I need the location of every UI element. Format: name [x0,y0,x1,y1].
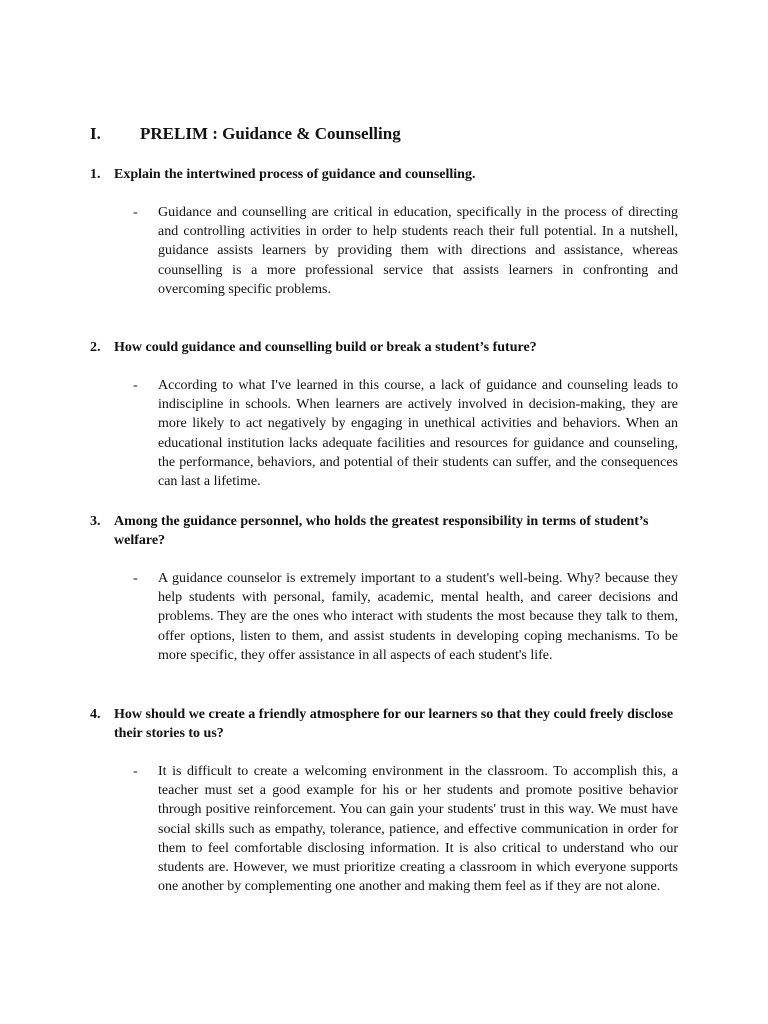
answer-text: A guidance counselor is extremely important to a student's well-being. Why? because they help students with personal, family, academic, mental health, and career decisions and problems. They are the ones who interact with students the most because they talk to them, offer options, listen to them, and assist students in developing coping mechanisms. To be more specific, they offer assistance in all aspects of each student's life. [158,571,678,663]
answer-text: According to what I've learned in this course, a lack of guidance and counseling leads to indiscipline in schools. When learners are actively involved in decision-making, they are more likely to act negatively by engaging in unethical activities and behaviors. When an educational institution lacks adequate facilities and resources for guidance and counseling, the performance, behaviors, and potential of their students can suffer, and the consequences can last a lifetime. [158,378,678,490]
section-heading [90,124,401,144]
question-3 [90,512,680,551]
answer-4 [133,762,678,896]
section-number: I. [90,124,101,143]
question-2 [90,338,680,357]
question-number: 1. [90,167,101,182]
bullet-dash: - [133,378,138,393]
question-4 [90,705,680,744]
question-number: 2. [90,340,101,355]
question-number: 3. [90,514,101,529]
answer-2 [133,376,678,491]
bullet-dash: - [133,571,138,586]
question-text: Explain the intertwined process of guidance and counselling. [114,167,476,182]
question-text: How should we create a friendly atmosphere for our learners so that they could freely disclose their stories to us? [114,707,674,742]
bullet-dash: - [133,205,138,220]
question-text: Among the guidance personnel, who holds the greatest responsibility in terms of student’s welfare? [114,514,649,549]
answer-text: Guidance and counselling are critical in education, specifically in the process of directing and controlling activities in order to help students reach their full potential. In a nutshell, guidance assists learners by providing them with directions and assistance, whereas counselling is a more professional service that assists learners in confronting and overcoming specific problems. [158,205,678,297]
bullet-dash: - [133,764,138,779]
answer-1 [133,203,678,299]
section-title: PRELIM : Guidance & Counselling [140,124,401,143]
question-text: How could guidance and counselling build or break a student’s future? [114,340,537,355]
answer-3 [133,569,678,665]
question-number: 4. [90,707,101,722]
answer-text: It is difficult to create a welcoming environment in the classroom. To accomplish this, a teacher must set a good example for his or her students and promote positive behavior through positive reinforcement. You can gain your students' trust in this way. We must have social skills such as empathy, tolerance, patience, and effective communication in order for them to feel comfortable disclosing information. It is also critical to understand who our students are. However, we must prioritize creating a classroom in which everyone supports one another by complementing one another and making them feel as if they are not alone. [158,764,678,895]
question-1 [90,165,680,184]
